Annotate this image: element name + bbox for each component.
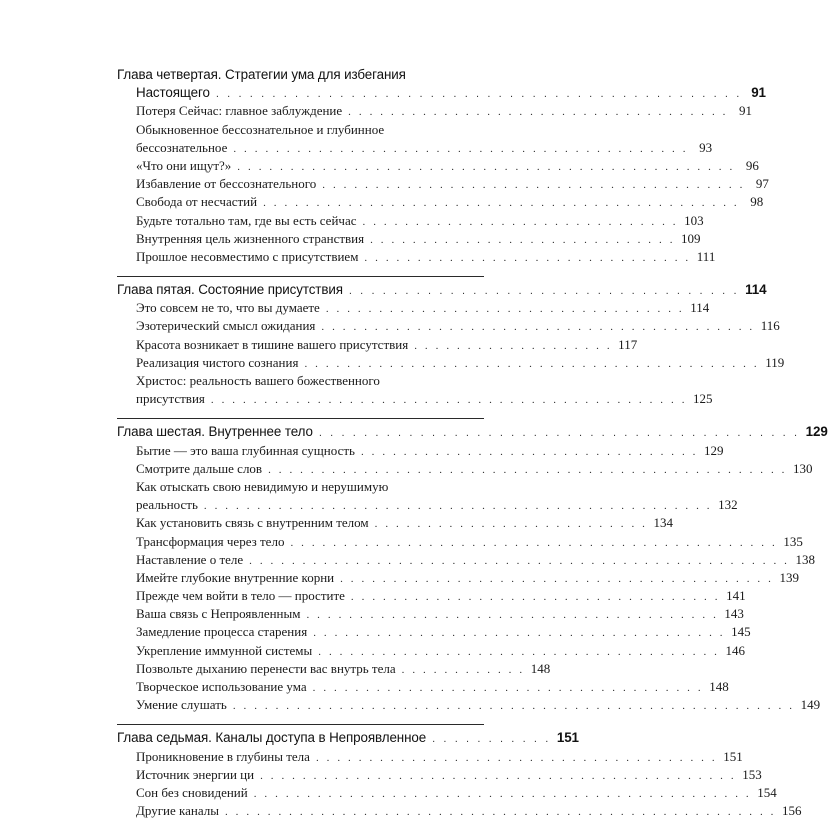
chapter-7-title: Глава седьмая. Каналы доступа в Непроявленное . . . . . . . . . . . 151 — [117, 729, 484, 747]
toc-entry: Другие каналы . . . . . . . . . . . . . . . . . . . . . . . . . . . . . . . . . . . . . . . . . . . . . . . . . . . . 156 — [136, 803, 802, 819]
dot-leader: . . . . . . . . . . . — [432, 733, 551, 746]
toc-entry: Красота возникает в тишине вашего присутствия . . . . . . . . . . . . . . . . . . . 117 — [136, 336, 638, 352]
toc-entry: Это совсем не то, что вы думаете . . . . . . . . . . . . . . . . . . . . . . . . . . . . . . . . . . 114 — [136, 300, 710, 316]
toc-entry: Реализация чистого сознания . . . . . . . . . . . . . . . . . . . . . . . . . . . . . . . . . . . . . . . . . . . 119 — [136, 354, 785, 370]
toc-entry-continuation: бессознательное . . . . . . . . . . . . . . . . . . . . . . . . . . . . . . . . . . . . . . . . . . . 93 — [136, 139, 713, 155]
toc-entry: Обыкновенное бессознательное и глубинное — [136, 121, 385, 137]
chapter-6 — [117, 418, 828, 714]
toc-entry: Умение слушать . . . . . . . . . . . . . . . . . . . . . . . . . . . . . . . . . . . . . . . . . . . . . . . . . . . . . 149 — [136, 697, 821, 713]
toc-entry: Внутренняя цель жизненного странствия . . . . . . . . . . . . . . . . . . . . . . . . . . . . . 109 — [136, 230, 701, 246]
chapter-page-number: 91 — [751, 85, 766, 101]
table-of-contents — [117, 66, 828, 830]
toc-entry: Наставление о теле . . . . . . . . . . . . . . . . . . . . . . . . . . . . . . . . . . . . . . . . . . . . . . . . . . . 138 — [136, 551, 816, 567]
toc-entry: Позвольте дыханию перенести вас внутрь тела . . . . . . . . . . . . 148 — [136, 660, 551, 676]
toc-entry: Источник энергии ци . . . . . . . . . . . . . . . . . . . . . . . . . . . . . . . . . . . . . . . . . . . . . 153 — [136, 766, 762, 782]
toc-entry: Свобода от несчастий . . . . . . . . . . . . . . . . . . . . . . . . . . . . . . . . . . . . . . . . . . . . . 98 — [136, 194, 764, 210]
chapter-4-title-line1: Глава четвертая. Стратегии ума для избегания — [117, 67, 406, 82]
toc-entry: «Что они ищут?» . . . . . . . . . . . . . . . . . . . . . . . . . . . . . . . . . . . . . . . . . . . . . . . 96 — [136, 157, 759, 173]
toc-entry: Смотрите дальше слов . . . . . . . . . . . . . . . . . . . . . . . . . . . . . . . . . . . . . . . . . . . . . . . . . 130 — [136, 460, 813, 476]
toc-entry-continuation: присутствия . . . . . . . . . . . . . . . . . . . . . . . . . . . . . . . . . . . . . . . . . . . . . 125 — [136, 391, 713, 407]
toc-entry: Замедление процесса старения . . . . . . . . . . . . . . . . . . . . . . . . . . . . . . . . . . . . . . . 145 — [136, 624, 751, 640]
chapter-5 — [117, 276, 785, 408]
dot-leader: . . . . . . . . . . . . . . . . . . . . . . . . . . . . . . . . . . . — [348, 285, 740, 298]
toc-entry: Трансформация через тело . . . . . . . . . . . . . . . . . . . . . . . . . . . . . . . . . . . . . . . . . . . . . . 135 — [136, 533, 803, 549]
toc-entry: Христос: реальность вашего божественного — [136, 373, 380, 388]
chapter-page-number: 129 — [805, 424, 828, 440]
toc-entry: Как установить связь с внутренним телом . . . . . . . . . . . . . . . . . . . . . . . . . . 134 — [136, 515, 674, 531]
toc-entry-continuation: реальность . . . . . . . . . . . . . . . . . . . . . . . . . . . . . . . . . . . . . . . . . . . . . . . . 132 — [136, 497, 738, 513]
toc-entry: Проникновение в глубины тела . . . . . . . . . . . . . . . . . . . . . . . . . . . . . . . . . . . . . . 151 — [136, 748, 743, 764]
chapter-6-title: Глава шестая. Внутреннее тело . . . . . . . . . . . . . . . . . . . . . . . . . . . . . . . . . . . . . . . . . . . 129 — [117, 423, 484, 441]
toc-entry: Как отыскать свою невидимую и нерушимую — [136, 478, 389, 494]
toc-entry: Избавление от бессознательного . . . . . . . . . . . . . . . . . . . . . . . . . . . . . . . . . . . . . . . . 97 — [136, 176, 769, 192]
toc-entry: Ваша связь с Непроявленным . . . . . . . . . . . . . . . . . . . . . . . . . . . . . . . . . . . . . . . 143 — [136, 606, 744, 622]
dot-leader: . . . . . . . . . . . . . . . . . . . . . . . . . . . . . . . . . . . . . . . . . . . . . . . — [215, 88, 742, 101]
chapter-5-title: Глава пятая. Состояние присутствия . . . . . . . . . . . . . . . . . . . . . . . . . . . . . . . . . . . 114 — [117, 281, 484, 299]
chapter-4-title-line2: Настоящего . . . . . . . . . . . . . . . . . . . . . . . . . . . . . . . . . . . . . . . . . . . . . . . 91 — [117, 84, 484, 102]
toc-entry: Творческое использование ума . . . . . . . . . . . . . . . . . . . . . . . . . . . . . . . . . . . . . 148 — [136, 679, 729, 694]
toc-entry: Сон без сновидений . . . . . . . . . . . . . . . . . . . . . . . . . . . . . . . . . . . . . . . . . . . . . . . 154 — [136, 784, 777, 800]
chapter-4 — [117, 66, 769, 266]
toc-entry: Укрепление иммунной системы . . . . . . . . . . . . . . . . . . . . . . . . . . . . . . . . . . . . . . 146 — [136, 642, 745, 658]
toc-entry: Бытие — это ваша глубинная сущность . . . . . . . . . . . . . . . . . . . . . . . . . . . . . . . . 129 — [136, 442, 724, 458]
chapter-7 — [117, 724, 802, 820]
toc-entry: Эзотерический смысл ожидания . . . . . . . . . . . . . . . . . . . . . . . . . . . . . . . . . . . . . . . . . 116 — [136, 318, 780, 334]
chapter-page-number: 151 — [556, 730, 579, 746]
toc-entry: Прошлое несовместимо с присутствием . . . . . . . . . . . . . . . . . . . . . . . . . . . . . . . 111 — [136, 248, 716, 264]
dot-leader: . . . . . . . . . . . . . . . . . . . . . . . . . . . . . . . . . . . . . . . . . . . — [318, 427, 800, 440]
toc-entry: Потеря Сейчас: главное заблуждение . . . . . . . . . . . . . . . . . . . . . . . . . . . . . . . . . . . . 91 — [136, 103, 753, 119]
chapter-page-number: 114 — [745, 282, 767, 298]
toc-entry: Прежде чем войти в тело — простите . . . . . . . . . . . . . . . . . . . . . . . . . . . . . . . . . . . 141 — [136, 588, 746, 604]
toc-entry: Имейте глубокие внутренние корни . . . . . . . . . . . . . . . . . . . . . . . . . . . . . . . . . . . . . . . . . 139 — [136, 569, 799, 585]
toc-entry: Будьте тотально там, где вы есть сейчас . . . . . . . . . . . . . . . . . . . . . . . . . . . . . . 103 — [136, 212, 704, 228]
